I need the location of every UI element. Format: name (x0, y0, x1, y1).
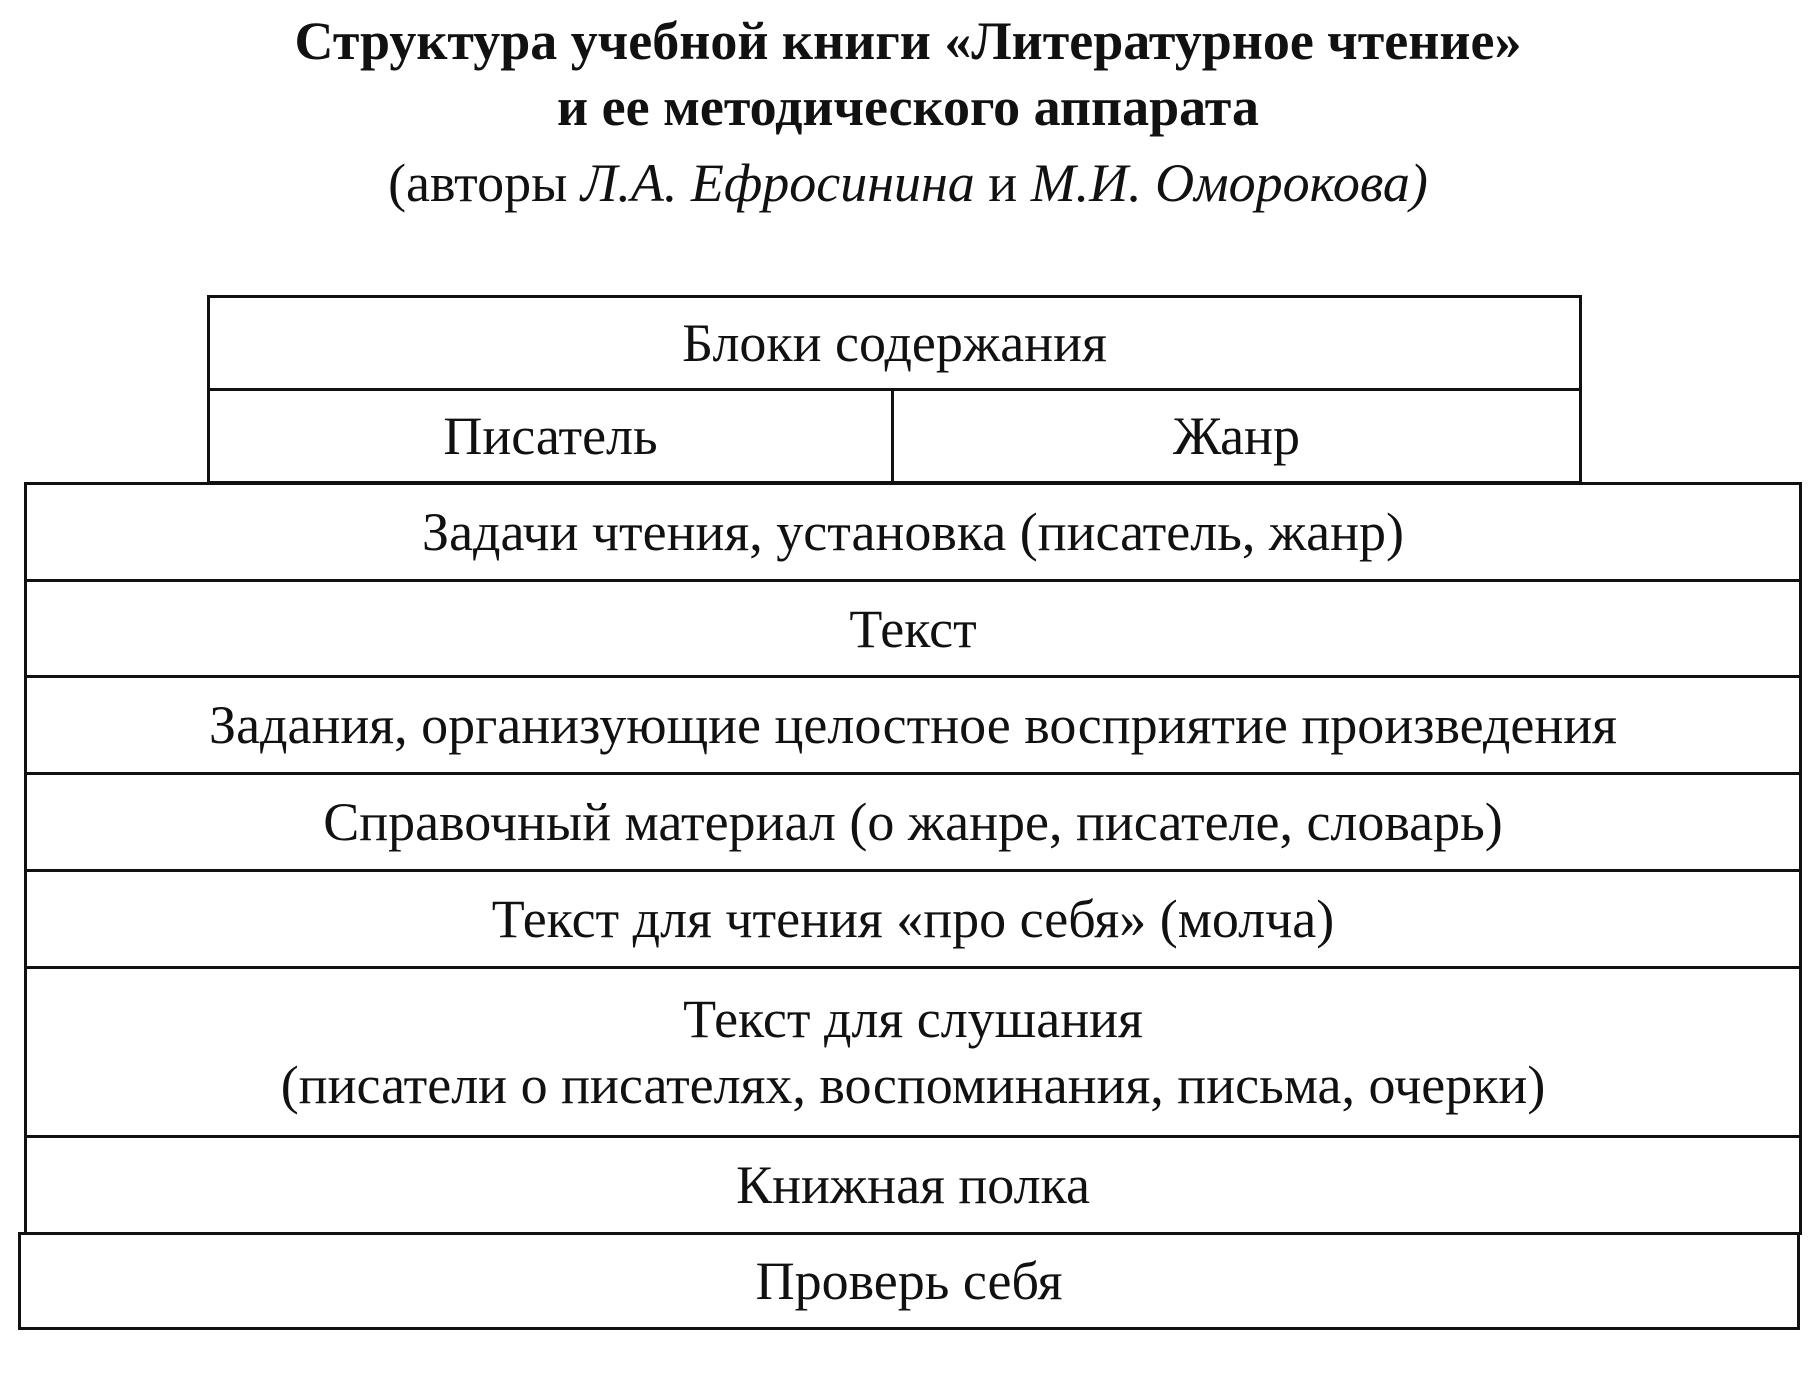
subtitle-conjunction: и (974, 153, 1031, 213)
diagram-title-line-1: Структура учебной книги «Литературное чтение» (294, 11, 1522, 71)
row-label: Текст для чтения «про себя» (молча) (491, 889, 1335, 949)
row-label: Задания, организующие целостное восприятие произведения (209, 695, 1617, 755)
row-silent-reading-text (24, 869, 1802, 969)
row-label-line-1: Текст для слушания (683, 989, 1143, 1049)
row-label: Справочный материал (о жанре, писателе, словарь) (323, 792, 1503, 852)
row-reference-material (24, 772, 1802, 872)
subtitle-prefix: (авторы (388, 153, 581, 213)
header-content-blocks-label: Блоки содержания (682, 313, 1107, 373)
row-listening-text (24, 966, 1802, 1138)
row-text (24, 579, 1802, 679)
header-genre (891, 388, 1582, 484)
header-writer-label: Писатель (443, 406, 658, 466)
row-perception-tasks (24, 675, 1802, 775)
row-label: Книжная полка (736, 1155, 1090, 1215)
diagram-title-line-2: и ее методического аппарата (557, 77, 1259, 137)
row-self-check (18, 1232, 1800, 1330)
header-writer (207, 388, 894, 484)
row-label: Текст (849, 599, 977, 659)
subtitle-author-2: М.И. Оморокова) (1030, 153, 1428, 213)
row-label-line-2: (писатели о писателях, воспоминания, письма, очерки) (280, 1055, 1546, 1115)
header-genre-label: Жанр (1173, 406, 1300, 466)
row-label: Задачи чтения, установка (писатель, жанр) (422, 502, 1404, 562)
subtitle-author-1: Л.А. Ефросинина (580, 153, 975, 213)
row-reading-tasks (24, 482, 1802, 582)
header-content-blocks (207, 295, 1582, 391)
diagram-subtitle (0, 150, 1816, 216)
row-bookshelf (24, 1135, 1802, 1235)
row-label: Проверь себя (755, 1251, 1063, 1311)
